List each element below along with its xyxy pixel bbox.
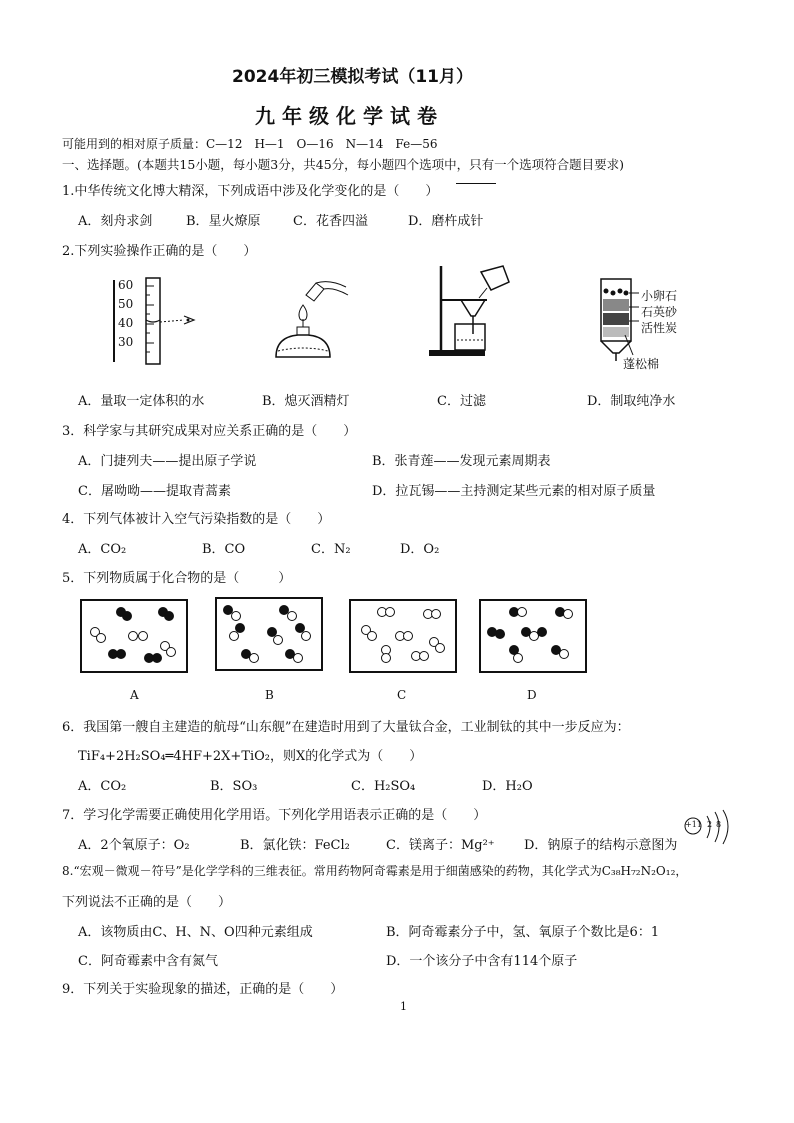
tick-label-40: 40 [118, 316, 134, 330]
q2-option-d: D．制取纯净水 [587, 394, 676, 409]
atom [435, 643, 445, 653]
question-3-stem: 3．科学家与其研究成果对应关系正确的是（ ） [62, 424, 357, 439]
atom [495, 629, 505, 639]
atom [273, 635, 283, 645]
q6-option-b: B．SO₃ [210, 779, 258, 794]
atom [381, 653, 391, 663]
atom [152, 653, 162, 663]
q7-option-b: B．氯化铁：FeCl₂ [240, 838, 350, 853]
atom [166, 647, 176, 657]
graduated-cylinder-figure [108, 274, 208, 366]
q2-option-c: C．过滤 [437, 394, 486, 409]
molecule-box-d [479, 599, 587, 673]
layer-label-cotton: 蓬松棉 [623, 357, 660, 371]
atom [385, 607, 395, 617]
question-1-stem: 1.中华传统文化博大精深，下列成语中涉及化学变化的是（ ） [62, 184, 439, 199]
question-5-stem: 5．下列物质属于化合物的是（ ） [62, 571, 292, 586]
q6-option-c: C．H₂SO₄ [351, 779, 416, 794]
molecule-box-b [215, 597, 323, 671]
exam-subtitle: 九年级化学试卷 [255, 104, 444, 128]
atom [164, 611, 174, 621]
layer-label-quartz-sand: 石英砂 [641, 305, 678, 319]
box-label-b: B [265, 688, 274, 702]
atom [231, 611, 241, 621]
nucleus-charge: +11 [685, 820, 702, 829]
q3-option-c: C．屠呦呦——提取青蒿素 [78, 484, 231, 499]
q4-option-d: D．O₂ [400, 542, 440, 557]
atom [122, 611, 132, 621]
question-6-stem: 6．我国第一艘自主建造的航母“山东舰”在建造时用到了大量钛合金，工业制钛的其中一步反应为： [62, 720, 630, 735]
underline-mark [456, 183, 496, 184]
page-number: 1 [400, 1000, 407, 1013]
tick-label-30: 30 [118, 335, 134, 349]
q4-option-c: C．N₂ [311, 542, 351, 557]
question-6-equation: TiF₄+2H₂SO₄═4HF+2X+TiO₂，则X的化学式为（ ） [78, 749, 423, 764]
atom [301, 631, 311, 641]
q2-option-a: A．量取一定体积的水 [78, 394, 205, 409]
layer-label-activated-carbon: 活性炭 [641, 321, 678, 335]
q4-option-a: A．CO₂ [78, 542, 127, 557]
box-label-d: D [527, 688, 537, 702]
q8-option-c: C．阿奇霉素中含有氮气 [78, 954, 218, 969]
atom [563, 609, 573, 619]
q1-option-b: B．星火燎原 [186, 214, 261, 229]
atom [517, 607, 527, 617]
question-9-stem: 9．下列关于实验现象的描述，正确的是（ ） [62, 982, 344, 997]
molecule-box-a [80, 599, 188, 673]
tick-label-50: 50 [118, 297, 134, 311]
atom [293, 653, 303, 663]
q7-option-c: C．镁离子：Mg²⁺ [386, 838, 495, 853]
atom [96, 633, 106, 643]
atom [513, 653, 523, 663]
atom [116, 649, 126, 659]
q8-option-a: A．该物质由C、H、N、O四种元素组成 [78, 925, 313, 940]
tick-label-60: 60 [118, 278, 134, 292]
atom [128, 631, 138, 641]
shell-electrons-2: 8 [716, 820, 722, 829]
question-2-stem: 2.下列实验操作正确的是（ ） [62, 244, 257, 259]
atom [249, 653, 259, 663]
q6-option-d: D．H₂O [482, 779, 533, 794]
question-4-stem: 4．下列气体被计入空气污染指数的是（ ） [62, 512, 331, 527]
exam-title: 2024年初三模拟考试（11月） [232, 67, 473, 87]
atom [229, 631, 239, 641]
q7-option-d: D．钠原子的结构示意图为 [524, 838, 678, 853]
box-label-a: A [130, 688, 139, 702]
layer-label-pebbles: 小卵石 [641, 289, 678, 303]
q6-option-a: A．CO₂ [78, 779, 127, 794]
atom [287, 611, 297, 621]
atom [537, 627, 547, 637]
q3-option-a: A．门捷列夫——提出原子学说 [78, 454, 257, 469]
q3-option-d: D．拉瓦锡——主持测定某些元素的相对原子质量 [372, 484, 656, 499]
q3-option-b: B．张青莲——发现元素周期表 [372, 454, 551, 469]
q1-option-d: D．磨杵成针 [408, 214, 484, 229]
question-7-stem: 7．学习化学需要正确使用化学用语。下列化学用语表示正确的是（ ） [62, 808, 487, 823]
sodium-atom-structure [683, 808, 735, 848]
q7-option-a: A．2个氧原子：O₂ [78, 838, 190, 853]
atom [431, 609, 441, 619]
section-heading: 一、选择题。(本题共15小题，每小题3分，共45分，每小题四个选项中，只有一个选项符合题目要求) [62, 157, 625, 172]
atom [367, 631, 377, 641]
question-8-stem: 8.“宏观－微观－符号”是化学学科的三维表征。常用药物阿奇霉素是用于细菌感染的药物，其化学式为C₃₈H₇₂N₂O₁₂， [62, 864, 688, 878]
atom [403, 631, 413, 641]
q1-option-c: C．花香四溢 [293, 214, 368, 229]
atom [559, 649, 569, 659]
question-8-stem-2: 下列说法不正确的是（ ） [62, 895, 232, 910]
shell-electrons-1: 2 [707, 820, 713, 829]
q4-option-b: B．CO [202, 542, 246, 557]
atom [419, 651, 429, 661]
filtration-figure [425, 262, 515, 360]
q8-option-b: B．阿奇霉素分子中，氢、氧原子个数比是6：1 [386, 925, 660, 940]
q8-option-d: D．一个该分子中含有114个原子 [386, 954, 578, 969]
q2-option-b: B．熄灭酒精灯 [262, 394, 350, 409]
q1-option-a: A．刻舟求剑 [78, 214, 153, 229]
atom [138, 631, 148, 641]
molecule-box-c [349, 599, 457, 673]
alcohol-lamp-figure [268, 275, 358, 365]
atomic-mass-line: 可能用到的相对原子质量：C—12 H—1 O—16 N—14 Fe—56 [62, 137, 438, 151]
box-label-c: C [397, 688, 407, 702]
water-purifier-figure [595, 275, 705, 373]
